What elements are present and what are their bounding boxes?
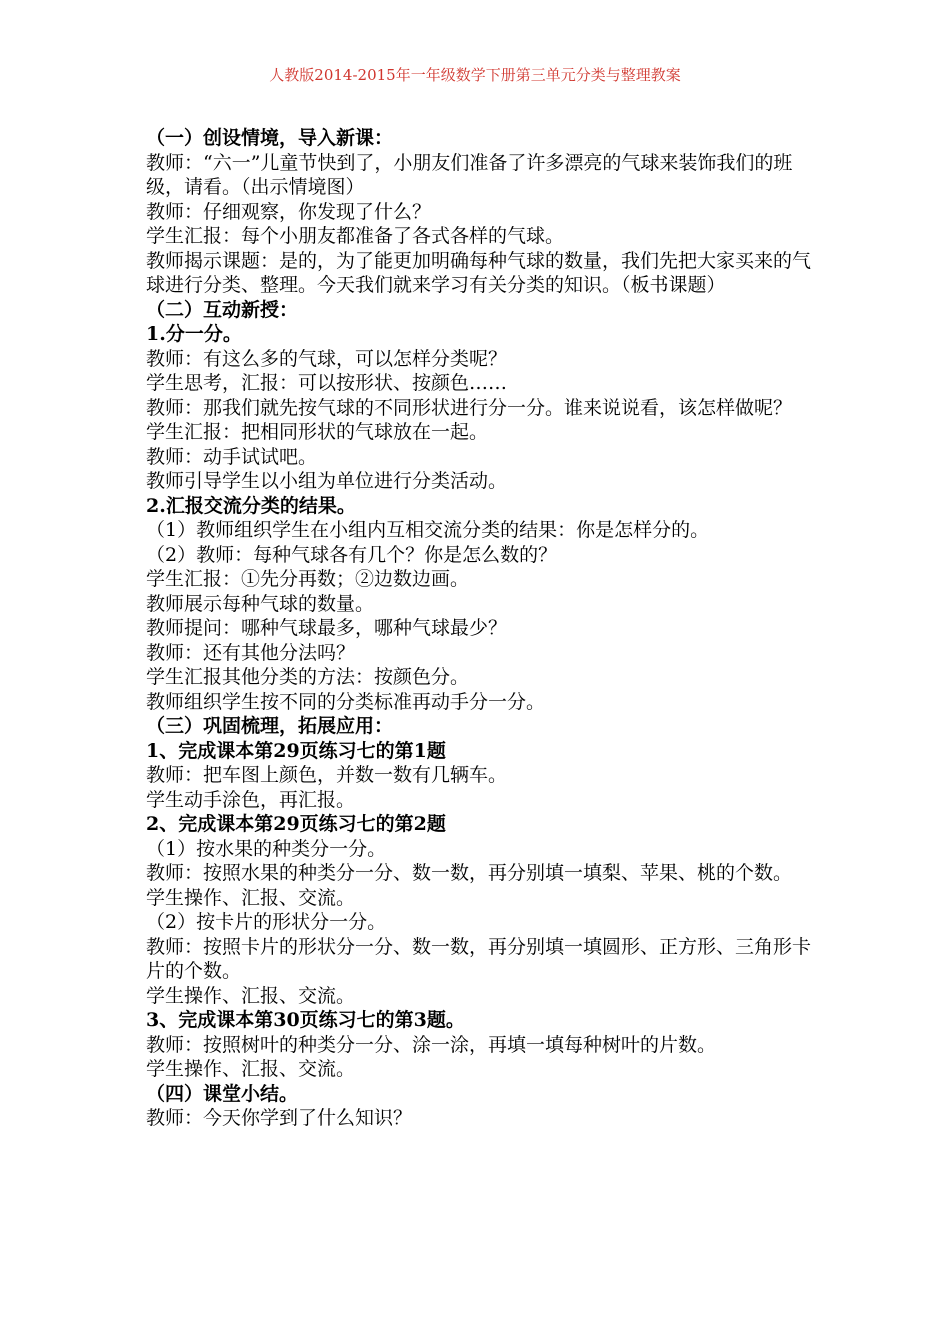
section-heading: （四）课堂小结。 (146, 1082, 299, 1105)
text-line: 教师：那我们就先按气球的不同形状进行分一分。谁来说说看，该怎样做呢？ (146, 396, 793, 419)
text-line: 学生操作、汇报、交流。 (146, 1058, 356, 1080)
text-line: 学生汇报：①先分再数；②边数边画。 (146, 568, 470, 590)
text-line: 学生汇报其他分类的方法：按颜色分。 (146, 666, 470, 688)
text-line: （1）教师组织学生在小组内互相交流分类的结果：你是怎样分的。 (146, 519, 710, 541)
text-line: 教师组织学生按不同的分类标准再动手分一分。 (146, 690, 546, 713)
text-line: （1）按水果的种类分一分。 (146, 837, 387, 860)
text-line: 教师：动手试试吧。 (146, 445, 318, 468)
text-line: 教师：“六一”儿童节快到了，小朋友们准备了许多漂亮的气球来装饰我们的班级，请看。（出示情境图） (146, 151, 793, 198)
document-body (146, 126, 826, 1131)
text-line: 教师：今天你学到了什么知识？ (146, 1107, 413, 1129)
text-line: 教师展示每种气球的数量。 (146, 592, 375, 615)
section-heading: 2.汇报交流分类的结果。 (146, 494, 356, 517)
text-line: （2）按卡片的形状分一分。 (146, 911, 387, 933)
text-line: 教师：把车图上颜色，并数一数有几辆车。 (146, 764, 508, 786)
section-heading: 2、完成课本第29页练习七的第2题 (146, 813, 446, 835)
text-line: 学生思考，汇报：可以按形状、按颜色…… (146, 372, 508, 394)
text-line: 教师：仔细观察，你发现了什么？ (146, 200, 432, 223)
text-line: 学生动手涂色，再汇报。 (146, 788, 356, 811)
text-line: 教师：按照卡片的形状分一分、数一数，再分别填一填圆形、正方形、三角形卡片的个数。 (146, 935, 812, 982)
text-line: 教师提问：哪种气球最多，哪种气球最少？ (146, 617, 508, 639)
section-heading: （一）创设情境，导入新课： (146, 127, 394, 149)
section-heading: （二）互动新授： (146, 298, 299, 321)
text-line: （2）教师：每种气球各有几个？你是怎么数的？ (146, 543, 558, 566)
text-line: 教师引导学生以小组为单位进行分类活动。 (146, 470, 508, 492)
section-heading: （三）巩固梳理，拓展应用： (146, 715, 394, 737)
document-header: 人教版2014-2015年一年级数学下册第三单元分类与整理教案 (269, 66, 681, 84)
section-heading: 1.分一分。 (146, 323, 242, 345)
text-line: 教师：有这么多的气球，可以怎样分类呢？ (146, 347, 508, 370)
text-line: 教师：还有其他分法吗？ (146, 641, 356, 664)
section-heading: 1、完成课本第29页练习七的第1题 (146, 739, 446, 762)
text-line: 教师揭示课题：是的，为了能更加明确每种气球的数量，我们先把大家买来的气球进行分类、整理。今天我们就来学习有关分类的知识。（板书课题） (146, 249, 812, 296)
section-heading: 3、完成课本第30页练习七的第3题。 (146, 1009, 465, 1031)
text-line: 教师：按照水果的种类分一分、数一数，再分别填一填梨、苹果、桃的个数。 (146, 862, 793, 884)
text-line: 学生操作、汇报、交流。 (146, 886, 356, 909)
text-line: 学生汇报：每个小朋友都准备了各式各样的气球。 (146, 225, 565, 247)
text-line: 教师：按照树叶的种类分一分、涂一涂，再填一填每种树叶的片数。 (146, 1033, 717, 1056)
text-line: 学生汇报：把相同形状的气球放在一起。 (146, 421, 489, 443)
text-line: 学生操作、汇报、交流。 (146, 984, 356, 1007)
